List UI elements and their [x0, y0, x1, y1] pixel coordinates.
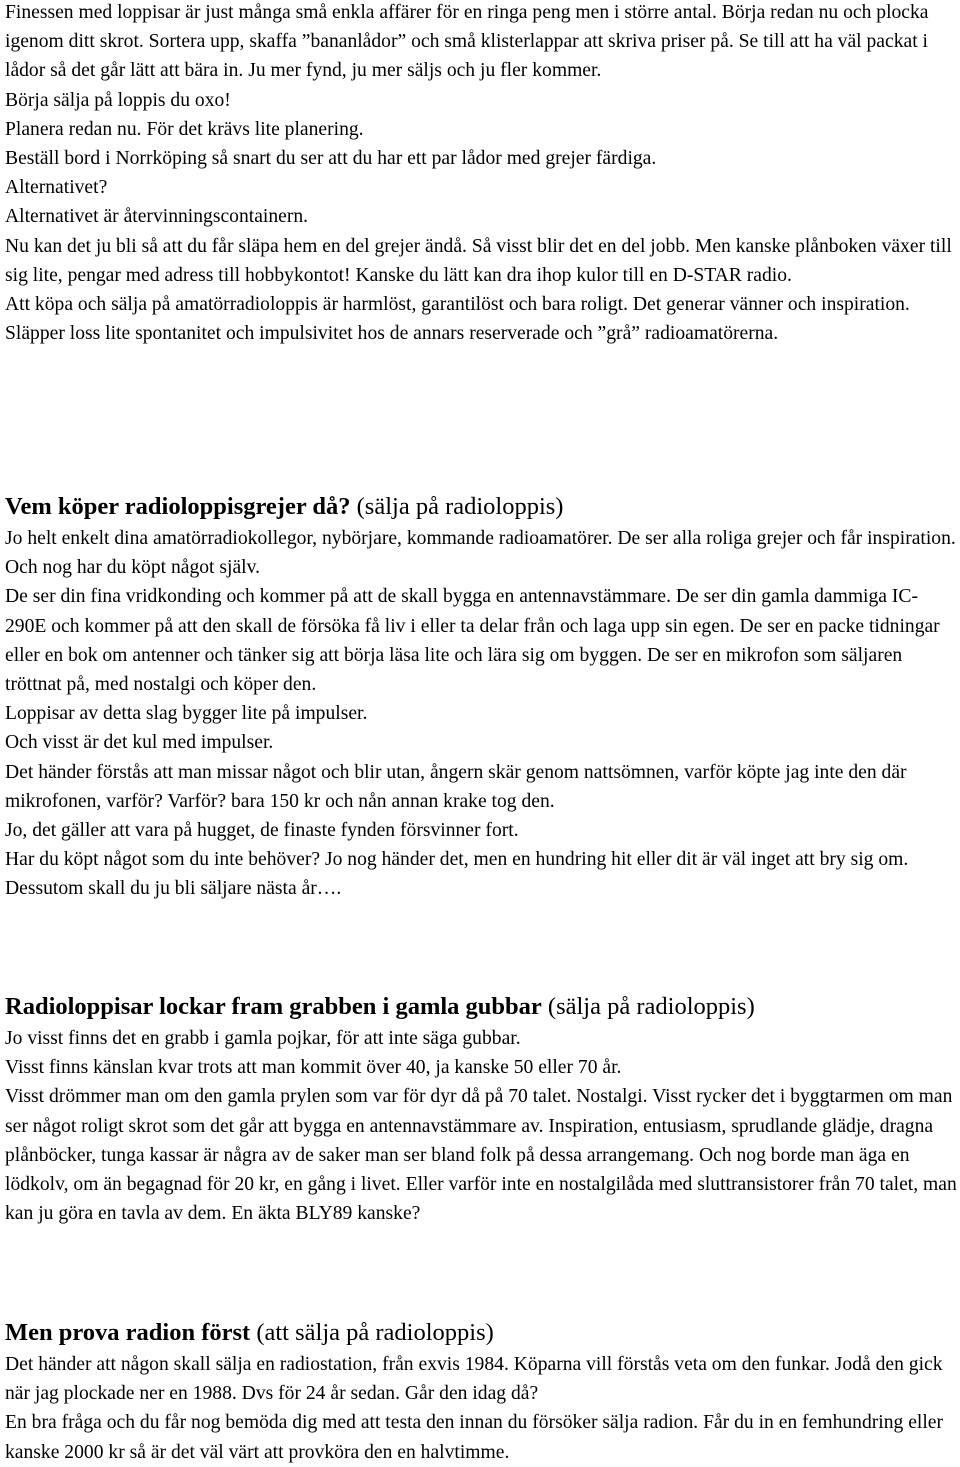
- heading-main: Vem köper radioloppisgrejer då?: [5, 493, 351, 520]
- intro-paragraph: Att köpa och sälja på amatörradioloppis är harmlöst, garantilöst och bara roligt. Det generar vänner och inspiration. Släpper loss lite spontanitet och impulsivitet hos de annars reserverade och ”grå” radioamatörerna.: [5, 294, 910, 345]
- section-paragraph: Jo visst finns det en grabb i gamla pojkar, för att inte säga gubbar.: [5, 1028, 521, 1049]
- intro-paragraph: Finessen med loppisar är just många små enkla affärer för en ringa peng men i större antal. Börja redan nu och plocka igenom ditt skrot. Sortera upp, skaffa ”bananlådor” och små klisterlappar att skriva priser på. Se till att ha väl packat i lådor så det går lätt att bära in. Ju mer fynd, ju mer säljs och ju fler kommer.: [5, 2, 929, 82]
- section-paragraph: Jo, det gäller att vara på hugget, de finaste fynden försvinner fort.: [5, 820, 519, 842]
- heading-sub: (sälja på radioloppis): [541, 993, 755, 1020]
- section-who-buys: [5, 490, 957, 904]
- section-paragraph: Det händer förstås att man missar något och blir utan, ångern skär genom nattsömnen, varför köpte jag inte den där mikrofonen, varför? Varför? bara 150 kr och nån annan krake tog den.: [5, 761, 907, 812]
- intro-section: [5, 0, 957, 348]
- section-grabben: [5, 990, 957, 1228]
- section-paragraph: Loppisar av detta slag bygger lite på impulser.: [5, 703, 368, 725]
- heading-main: Men prova radion först: [5, 1319, 251, 1346]
- heading-main: Radioloppisar lockar fram grabben i gamla gubbar: [5, 993, 542, 1020]
- section-paragraph: Visst finns känslan kvar trots att man kommit över 40, ja kanske 50 eller 70 år.: [5, 1057, 622, 1079]
- section-paragraph: En bra fråga och du får nog bemöda dig med att testa den innan du försöker sälja radion. Får du in en femhundring eller kanske 2000 kr så är det väl värt att provköra den en halvtimme.: [5, 1412, 944, 1463]
- section-paragraph: Jo helt enkelt dina amatörradiokollegor, nybörjare, kommande radioamatörer. De ser alla roliga grejer och får inspiration. Och nog har du köpt något själv.: [5, 528, 956, 579]
- intro-paragraph: Börja sälja på loppis du oxo!: [5, 89, 231, 111]
- section-heading: [5, 1316, 957, 1350]
- heading-sub: (att sälja på radioloppis): [250, 1319, 494, 1346]
- intro-paragraph: Nu kan det ju bli så att du får släpa hem en del grejer ändå. Så visst blir det en del jobb. Men kanske plånboken växer till sig lite, pengar med adress till hobbykontot! Kanske du lätt kan dra ihop kulor till en D-STAR radio.: [5, 235, 952, 286]
- section-heading: [5, 490, 957, 524]
- section-paragraph: Och visst är det kul med impulser.: [5, 732, 274, 754]
- section-paragraph: De ser din fina vridkonding och kommer på att de skall bygga en antennavstämmare. De ser din gamla dammiga IC-290E och kommer på att den skall de försöka få liv i eller ta delar från och laga upp sin egen. De ser en packe tidningar eller en bok om antenner och tänker sig att börja läsa lite och lära sig om byggen. De ser en mikrofon som säljaren tröttnat på, med nostalgi och köper den.: [5, 586, 940, 696]
- section-prova-radion: [5, 1316, 957, 1467]
- intro-paragraph: Beställ bord i Norrköping så snart du ser att du har ett par lådor med grejer färdiga.: [5, 148, 657, 170]
- section-paragraph: Visst drömmer man om den gamla prylen som var för dyr då på 70 talet. Nostalgi. Visst rycker det i byggtarmen om man ser något roligt skrot som det går att bygga en antennavstämmare av. Inspiration, entusiasm, sprudlande glädje, dragna plånböcker, tunga kassar är några av de saker man ser bland folk på dessa arrangemang. Och nog borde man äga en lödkolv, om än begagnad för 20 kr, en gång i livet. Eller varför inte en nostalgilåda med sluttransistorer från 70 talet, man kan ju göra en tavla av dem. En äkta BLY89 kanske?: [5, 1086, 957, 1225]
- intro-paragraph: Planera redan nu. För det krävs lite planering.: [5, 118, 364, 140]
- intro-paragraph: Alternativet är återvinningscontainern.: [5, 206, 309, 228]
- section-heading: [5, 990, 957, 1024]
- heading-sub: (sälja på radioloppis): [350, 493, 564, 520]
- section-paragraph: Har du köpt något som du inte behöver? Jo nog händer det, men en hundring hit eller dit är väl inget att bry sig om. Dessutom skall du ju bli säljare nästa år….: [5, 849, 909, 900]
- intro-paragraph: Alternativet?: [5, 177, 108, 199]
- section-paragraph: Det händer att någon skall sälja en radiostation, från exvis 1984. Köparna vill förstås veta om den funkar. Jodå den gick när jag plockade ner en 1988. Dvs för 24 år sedan. Går den idag då?: [5, 1354, 943, 1405]
